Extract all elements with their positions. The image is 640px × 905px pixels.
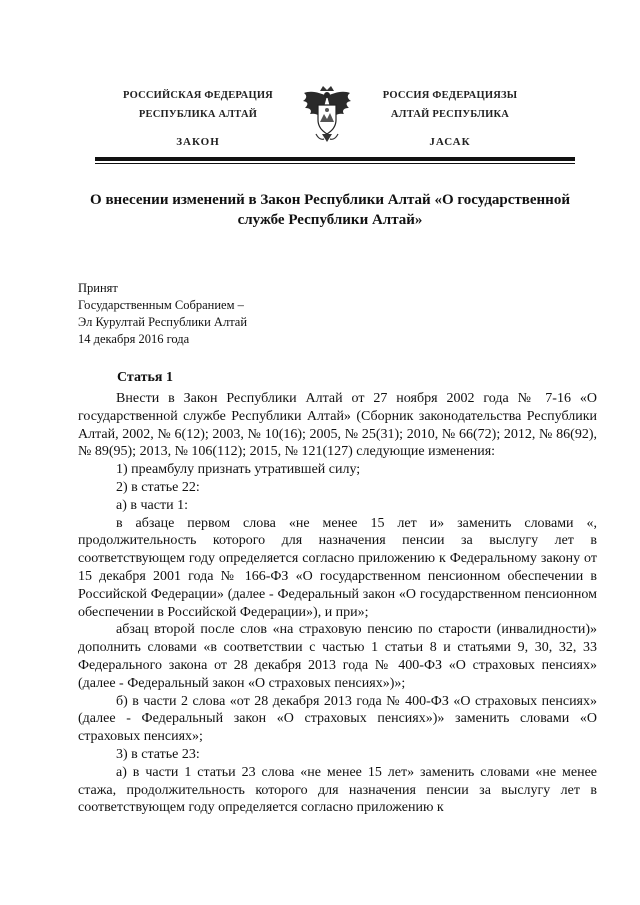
header-left-doc-type: ЗАКОН	[176, 136, 220, 148]
header-divider-thick	[95, 157, 575, 161]
paragraph: абзац второй после слов «на страховую пенсию по старости (инвалидности)» дополнить словами «в соответствии с частью 1 статьи 8 и статьями 9, 30, 32, 33 Федерального закона от 28 декабря 2013 года № 400-ФЗ «О страховых пенсиях» (далее - Федеральный закон «О страховых пенсиях»)»;	[78, 622, 597, 691]
header-divider-thin	[95, 163, 575, 164]
paragraph: в абзаце первом слова «не менее 15 лет и» заменить словами «, продолжительность которого для назначения пенсии за выслугу лет в соответствующем году определяется согласно приложению к Федеральному закону от 15 декабря 2001 года № 166-ФЗ «О государственном пенсионном обеспечении в Российской Федерации» (далее - Федеральный закон «О государственном пенсионном обеспечении в Российской Федерации»), и при»;	[78, 515, 597, 620]
header-left-country: РОССИЙСКАЯ ФЕДЕРАЦИЯ	[123, 90, 273, 101]
adoption-date: 14 декабря 2016 года	[78, 332, 190, 346]
paragraph: а) в части 1:	[116, 497, 188, 513]
law-title-line-1: О внесении изменений в Закон Республики Алтай «О государственной	[90, 192, 570, 208]
header-right-doc-type: JАСАК	[429, 136, 471, 148]
article-heading: Статья 1	[117, 370, 173, 385]
adoption-line-1: Принят	[78, 281, 118, 295]
law-title-line-2: службе Республики Алтай»	[237, 212, 423, 228]
paragraph: 2) в статье 22:	[116, 479, 200, 495]
paragraph: б) в части 2 слова «от 28 декабря 2013 года № 400-ФЗ «О страховых пенсиях» (далее - Федеральный закон «О страховых пенсиях»)» заменить словами «О страховых пенсиях»;	[78, 693, 597, 745]
header-right-country: РОССИЯ ФЕДЕРАЦИЯЗЫ	[382, 90, 518, 101]
paragraph: Внести в Закон Республики Алтай от 27 ноября 2002 года № 7-16 «О государственной службе Республики Алтай» (Сборник законодательства Республики Алтай, 2002, № 6(12); 2003, № 10(16); 2005, № 25(31); 2010, № 66(72); 2012, № 86(92), № 89(95); 2013, № 106(112); 2015, № 121(127) следующие изменения:	[78, 391, 597, 460]
header-left-block	[108, 86, 288, 152]
coat-of-arms-icon	[300, 84, 354, 146]
law-title	[80, 190, 580, 230]
adoption-line-2: Государственным Собранием –	[78, 298, 244, 312]
header-left-republic: РЕСПУБЛИКА АЛТАЙ	[138, 109, 258, 120]
header-right-republic: АЛТАЙ РЕСПУБЛИКА	[390, 109, 510, 120]
adoption-line-3: Эл Курултай Республики Алтай	[78, 315, 248, 329]
paragraph: 3) в статье 23:	[116, 746, 200, 762]
paragraph: а) в части 1 статьи 23 слова «не менее 15 лет» заменить словами «не менее стажа, продолжительность которого для назначения пенсии за выслугу лет в соответствующем году определяется согласно приложению к	[78, 764, 597, 816]
header-right-block	[360, 86, 540, 152]
paragraph: 1) преамбулу признать утратившей силу;	[116, 462, 361, 478]
adoption-block	[78, 280, 338, 348]
article-body	[78, 390, 597, 817]
